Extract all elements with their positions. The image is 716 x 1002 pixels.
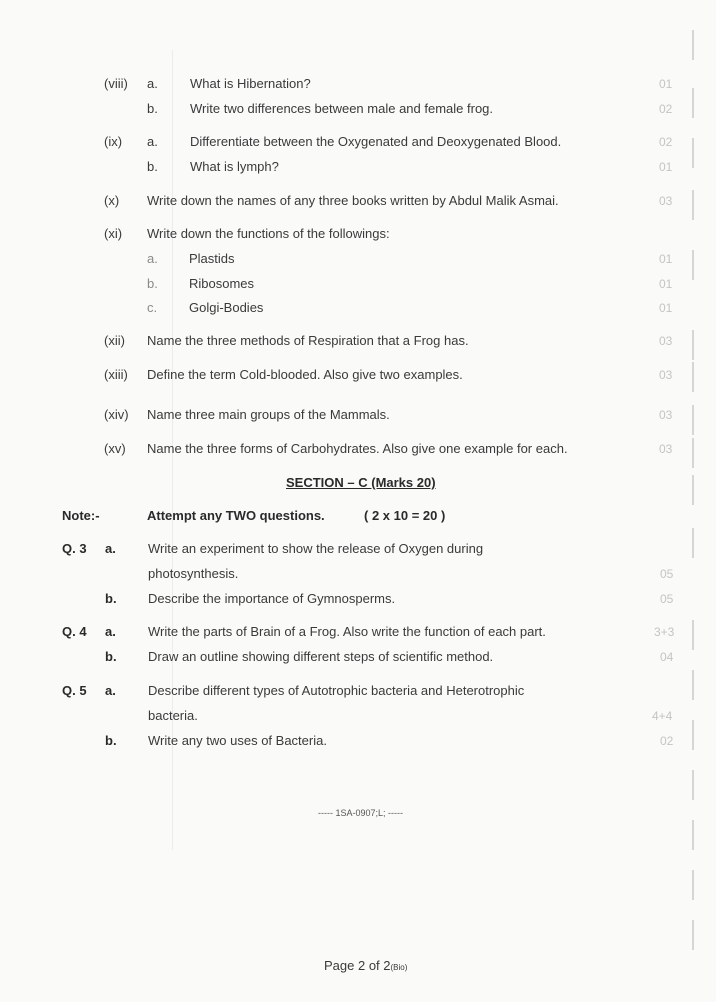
question-number: Q. 5 <box>62 683 87 698</box>
question-text: What is Hibernation? <box>190 76 311 91</box>
marks: 03 <box>659 408 673 422</box>
question-text: Plastids <box>189 251 235 266</box>
marks: 01 <box>659 160 673 174</box>
part-letter: a. <box>105 683 116 698</box>
part-letter: a. <box>147 251 158 266</box>
scan-tick <box>692 250 694 280</box>
question-number: (xi) <box>104 226 123 241</box>
marks: 02 <box>659 102 673 116</box>
paper-code: ----- 1SA-0907;L; ----- <box>318 808 404 818</box>
scan-tick <box>692 670 694 700</box>
question-text: Draw an outline showing different steps of scientific method. <box>148 649 494 664</box>
question-text: Write down the functions of the followings: <box>147 226 390 241</box>
part-letter: b. <box>105 733 117 748</box>
marks: 05 <box>660 592 674 606</box>
question-text: Differentiate between the Oxygenated and Deoxygenated Blood. <box>190 134 562 149</box>
note-text: Attempt any TWO questions. <box>147 508 325 523</box>
marks: 03 <box>659 442 673 456</box>
question-text: Name three main groups of the Mammals. <box>147 407 390 422</box>
question-text: Ribosomes <box>189 276 255 291</box>
scan-tick <box>692 362 694 392</box>
marks: 3+3 <box>654 625 675 639</box>
question-number: (x) <box>104 193 120 208</box>
scan-tick <box>692 820 694 850</box>
question-text: bacteria. <box>148 708 198 723</box>
scan-tick <box>692 190 694 220</box>
question-text: Write an experiment to show the release of Oxygen during <box>148 541 484 556</box>
marks: 03 <box>659 194 673 208</box>
scan-tick <box>692 330 694 360</box>
scan-tick <box>692 88 694 118</box>
page-number <box>324 958 407 973</box>
scan-tick <box>692 438 694 468</box>
part-letter: c. <box>147 300 158 315</box>
question-text: Write the parts of Brain of a Frog. Also write the function of each part. <box>148 624 546 639</box>
marks: 02 <box>660 734 674 748</box>
marks: 01 <box>659 301 673 315</box>
question-text: Describe different types of Autotrophic bacteria and Heterotrophic <box>148 683 525 698</box>
question-number: (xiii) <box>104 367 128 382</box>
scan-tick <box>692 528 694 558</box>
question-text: What is lymph? <box>190 159 279 174</box>
marks: 02 <box>659 135 673 149</box>
scan-tick <box>692 405 694 435</box>
question-text: Name the three methods of Respiration that a Frog has. <box>147 333 469 348</box>
scan-tick <box>692 870 694 900</box>
part-letter: b. <box>105 591 117 606</box>
part-letter: b. <box>147 101 158 116</box>
question-text: Write down the names of any three books written by Abdul Malik Asmai. <box>147 193 559 208</box>
part-letter: a. <box>147 134 158 149</box>
part-letter: a. <box>105 624 116 639</box>
part-letter: b. <box>147 159 158 174</box>
question-text: Describe the importance of Gymnosperms. <box>148 591 396 606</box>
marks: 03 <box>659 368 673 382</box>
question-number: (ix) <box>104 134 123 149</box>
question-number: (xiv) <box>104 407 129 422</box>
scan-tick <box>692 620 694 650</box>
note-calculation: ( 2 x 10 = 20 ) <box>364 508 446 523</box>
question-number: Q. 4 <box>62 624 87 639</box>
marks: 01 <box>659 77 673 91</box>
part-letter: a. <box>105 541 116 556</box>
marks: 04 <box>660 650 674 664</box>
scan-tick <box>692 720 694 750</box>
scan-tick <box>692 920 694 950</box>
part-letter: b. <box>105 649 117 664</box>
question-text: Name the three forms of Carbohydrates. Also give one example for each. <box>147 441 568 456</box>
question-text: Write any two uses of Bacteria. <box>148 733 327 748</box>
question-text: photosynthesis. <box>148 566 239 581</box>
question-number: Q. 3 <box>62 541 87 556</box>
question-text: Define the term Cold-blooded. Also give two examples. <box>147 367 463 382</box>
marks: 01 <box>659 277 673 291</box>
question-number: (xii) <box>104 333 125 348</box>
question-text: Write two differences between male and female frog. <box>190 101 494 116</box>
page-label: Page 2 of 2 <box>324 958 391 973</box>
part-letter: a. <box>147 76 158 91</box>
note-label: Note:- <box>62 508 100 523</box>
question-number: (xv) <box>104 441 126 456</box>
marks: 03 <box>659 334 673 348</box>
marks: 01 <box>659 252 673 266</box>
scan-tick <box>692 138 694 168</box>
scan-tick <box>692 475 694 505</box>
marks: 4+4 <box>652 709 673 723</box>
marks: 05 <box>660 567 674 581</box>
scan-tick <box>692 770 694 800</box>
scan-tick <box>692 30 694 60</box>
part-letter: b. <box>147 276 158 291</box>
page-subject: (Bio) <box>390 963 408 972</box>
question-text: Golgi-Bodies <box>189 300 264 315</box>
question-number: (viii) <box>104 76 128 91</box>
section-heading: SECTION – C (Marks 20) <box>286 475 436 490</box>
